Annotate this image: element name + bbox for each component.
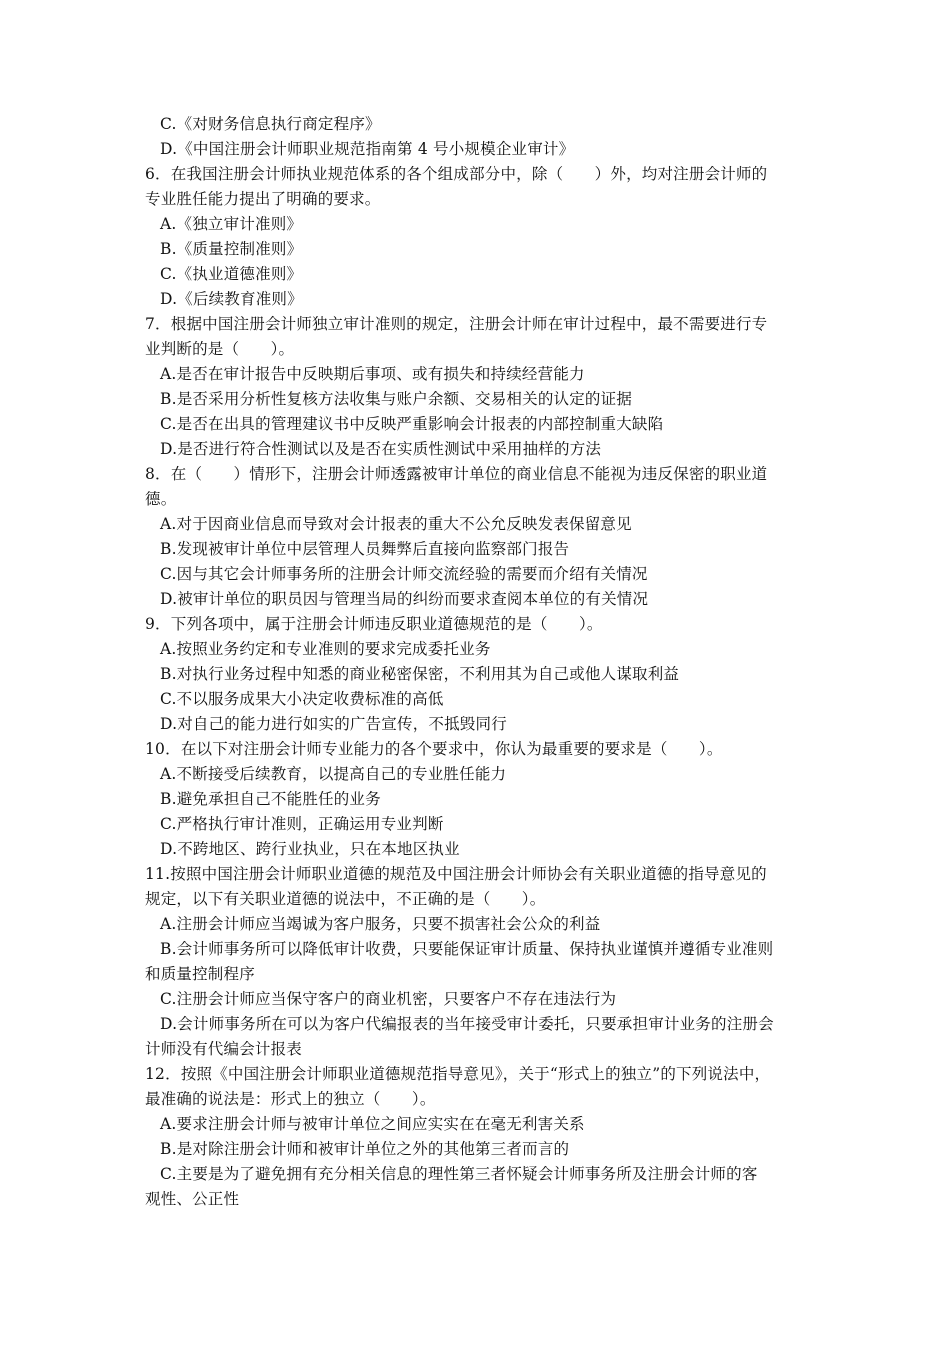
option-text: A.按照业务约定和专业准则的要求完成委托业务 [160,640,491,658]
option-text: C.《执业道德准则》 [160,265,303,283]
question-text: 6．在我国注册会计师执业规范体系的各个组成部分中，除（ ）外，均对注册会计师的 [145,165,768,183]
option-text: A.《独立审计准则》 [160,215,303,233]
option-text: D.会计师事务所在可以为客户代编报表的当年接受审计委托，只要承担审计业务的注册会 [160,1015,774,1033]
continuation-text: 德。 [145,490,177,508]
option-text: B.会计师事务所可以降低审计收费，只要能保证审计质量、保持执业谨慎并遵循专业准则 [160,940,774,958]
option-text: B.《质量控制准则》 [160,240,303,258]
option-text: A.对于因商业信息而导致对会计报表的重大不公允反映发表保留意见 [160,515,632,533]
document-page [0,112,952,1212]
option-text: C.因与其它会计师事务所的注册会计师交流经验的需要而介绍有关情况 [160,565,648,583]
option-text: C.《对财务信息执行商定程序》 [160,115,381,133]
option-text: B.对执行业务过程中知悉的商业秘密保密，不利用其为自己或他人谋取利益 [160,665,680,683]
option-text: D.对自己的能力进行如实的广告宣传，不抵毁同行 [160,715,507,733]
question-text: 8．在（ ）情形下，注册会计师透露被审计单位的商业信息不能视为违反保密的职业道 [145,465,768,483]
continuation-text: 和质量控制程序 [145,965,255,983]
option-text: C.不以服务成果大小决定收费标准的高低 [160,690,444,708]
option-text: B.是对除注册会计师和被审计单位之外的其他第三者而言的 [160,1140,570,1158]
question-text: 11.按照中国注册会计师职业道德的规范及中国注册会计师协会有关职业道德的指导意见的 [145,865,767,883]
continuation-text: 专业胜任能力提出了明确的要求。 [145,190,381,208]
option-text: D.不跨地区、跨行业执业，只在本地区执业 [160,840,460,858]
continuation-text: 业判断的是（ ）。 [145,340,295,358]
question-text: 12．按照《中国注册会计师职业道德规范指导意见》，关于“形式上的独立”的下列说法中， [145,1065,771,1083]
option-text: B.避免承担自己不能胜任的业务 [160,790,381,808]
continuation-text: 最准确的说法是：形式上的独立（ ）。 [145,1090,436,1108]
continuation-text: 规定，以下有关职业道德的说法中，不正确的是（ ）。 [145,890,546,908]
option-text: B.是否采用分析性复核方法收集与账户余额、交易相关的认定的证据 [160,390,633,408]
question-text: 10．在以下对注册会计师专业能力的各个要求中，你认为最重要的要求是（ ）。 [145,740,723,758]
option-text: C.注册会计师应当保守客户的商业机密，只要客户不存在违法行为 [160,990,617,1008]
continuation-text: 观性、公正性 [145,1190,240,1208]
option-text: C.是否在出具的管理建议书中反映严重影响会计报表的内部控制重大缺陷 [160,415,664,433]
option-text: D.《中国注册会计师职业规范指南第 4 号小规模企业审计》 [160,140,575,158]
option-text: A.是否在审计报告中反映期后事项、或有损失和持续经营能力 [160,365,585,383]
option-text: D.《后续教育准则》 [160,290,303,308]
question-text: 7．根据中国注册会计师独立审计准则的规定，注册会计师在审计过程中，最不需要进行专 [145,315,768,333]
option-text: D.是否进行符合性测试以及是否在实质性测试中采用抽样的方法 [160,440,602,458]
option-text: C.主要是为了避免拥有充分相关信息的理性第三者怀疑会计师事务所及注册会计师的客 [160,1165,758,1183]
continuation-text: 计师没有代编会计报表 [145,1040,303,1058]
option-text: A.要求注册会计师与被审计单位之间应实实在在毫无利害关系 [160,1115,585,1133]
question-text: 9．下列各项中，属于注册会计师违反职业道德规范的是（ ）。 [145,615,603,633]
option-text: C.严格执行审计准则，正确运用专业判断 [160,815,444,833]
option-text: D.被审计单位的职员因与管理当局的纠纷而要求查阅本单位的有关情况 [160,590,649,608]
option-text: A.注册会计师应当竭诚为客户服务，只要不损害社会公众的利益 [160,915,601,933]
option-text: A.不断接受后续教育，以提高自己的专业胜任能力 [160,765,507,783]
option-text: B.发现被审计单位中层管理人员舞弊后直接向监察部门报告 [160,540,570,558]
